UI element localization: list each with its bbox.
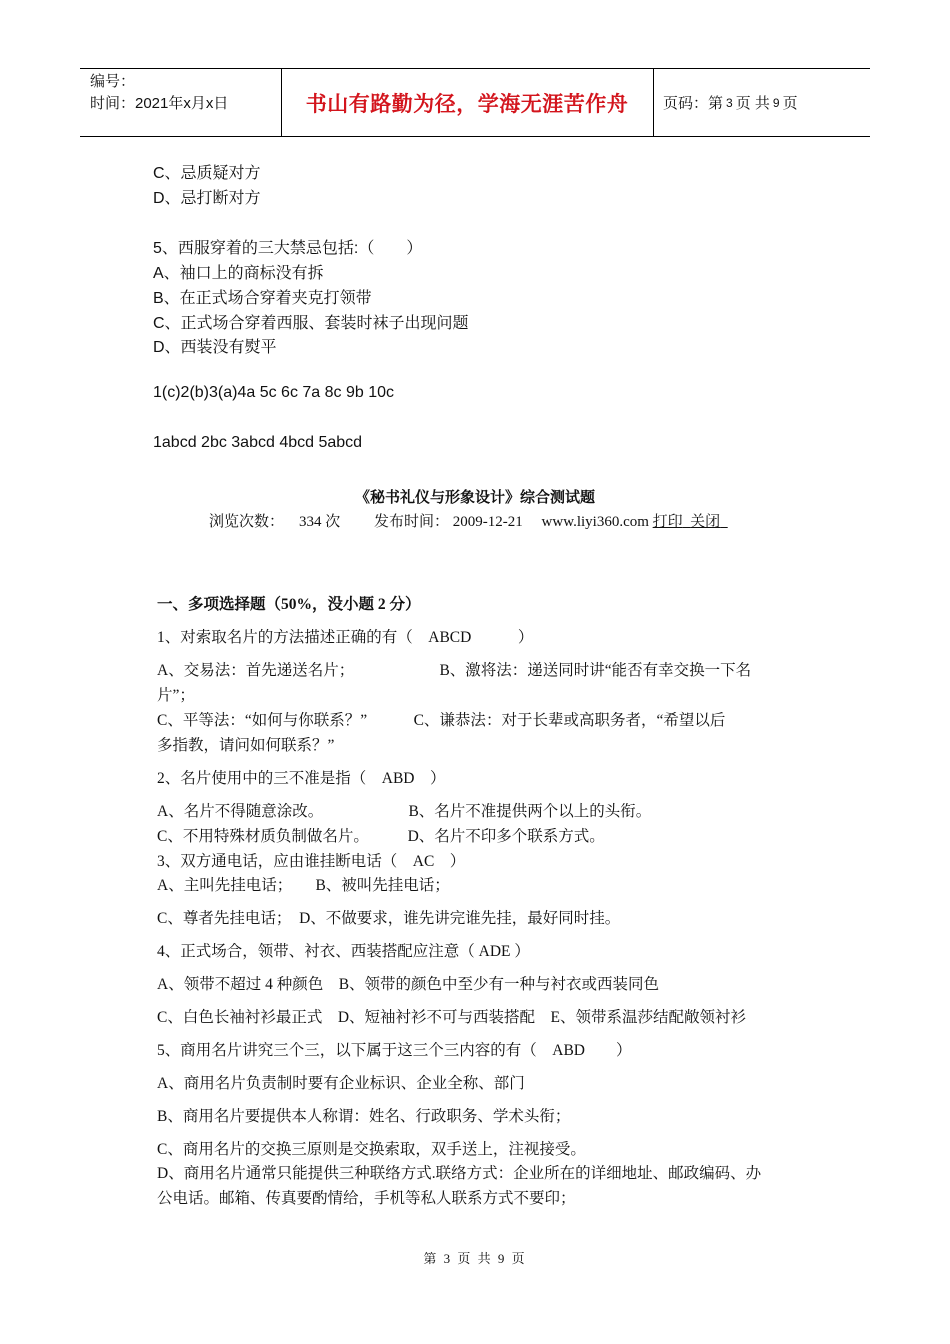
- site-url: www.liyi360.com: [541, 514, 649, 530]
- question-line: 1、对索取名片的方法描述正确的有（ ABCD ）: [157, 629, 534, 646]
- header-divider: [653, 69, 654, 136]
- publish-date: 2009-12-21: [452, 514, 523, 530]
- question-line: D、商用名片通常只能提供三种联络方式.联络方式：企业所在的详细地址、邮政编码、办: [157, 1165, 762, 1182]
- page-footer: 第 3 页 共 9 页: [423, 1251, 527, 1266]
- close-link[interactable]: 关闭: [690, 514, 721, 530]
- question-line: 4、正式场合，领带、衬衣、西装搭配应注意（ ADE ）: [157, 943, 530, 960]
- article-title: 《秘书礼仪与形象设计》综合测试题: [354, 490, 595, 506]
- question-line: C、不用特殊材质负制做名片。 D、名片不印多个联系方式。: [157, 828, 605, 845]
- prev-line: B、在正式场合穿着夹克打领带: [153, 290, 372, 307]
- answer-key-2: 1abcd 2bc 3abcd 4bcd 5abcd: [153, 434, 363, 451]
- article-meta: [209, 510, 728, 531]
- header-page-prefix: 页码：第: [663, 95, 724, 112]
- question-line: 片”；: [157, 687, 195, 704]
- question-line: 多指教，请问如何联系？”: [157, 737, 335, 754]
- question-line: C、商用名片的交换三原则是交换索取，双手送上，注视接受。: [157, 1141, 586, 1158]
- prev-line: D、西装没有熨平: [153, 339, 277, 356]
- question-line: A、领带不超过 4 种颜色 B、领带的颜色中至少有一种与衬衣或西装同色: [157, 976, 660, 993]
- page-header: [80, 68, 870, 137]
- header-motto: 书山有路勤为径，学海无涯苦作舟: [305, 91, 629, 116]
- print-link[interactable]: 打印 关闭: [652, 514, 721, 530]
- question-line: C、尊者先挂电话； D、不做要求，谁先讲完谁先挂，最好同时挂。: [157, 910, 621, 927]
- views-label: 浏览次数：: [209, 514, 285, 530]
- publish-label: 发布时间：: [374, 514, 450, 530]
- question-line: A、名片不得随意涂改。 B、名片不准提供两个以上的头衔。: [157, 803, 652, 820]
- header-page-mid: 页 共: [735, 95, 770, 112]
- question-line: A、主叫先挂电话； B、被叫先挂电话；: [157, 877, 450, 894]
- header-page-info: [663, 69, 798, 136]
- header-page-suffix: 页: [782, 95, 798, 112]
- prev-line: D、忌打断对方: [153, 190, 261, 207]
- header-time-label: 时间：2021年x月x日: [90, 95, 229, 112]
- prev-question: 5、西服穿着的三大禁忌包括:（ ）: [153, 240, 423, 257]
- question-line: 2、名片使用中的三不准是指（ ABD ）: [157, 770, 446, 787]
- question-line: A、商用名片负责制时要有企业标识、企业全称、部门: [157, 1075, 525, 1092]
- question-line: A、交易法：首先递送名片； B、激将法：递送同时讲“能否有幸交换一下名: [157, 662, 752, 679]
- header-meta: [90, 71, 228, 115]
- question-line: 3、双方通电话，应由谁挂断电话（ AC ）: [157, 853, 466, 870]
- question-line: C、平等法：“如何与你联系？” C、谦恭法：对于长辈或高职务者，“希望以后: [157, 712, 726, 729]
- views-count: 334 次: [299, 514, 341, 530]
- section-title: 一、多项选择题（50%，没小题 2 分）: [157, 596, 421, 613]
- header-page-current: 3: [726, 95, 733, 110]
- answer-key-1: 1(c)2(b)3(a)4a 5c 6c 7a 8c 9b 10c: [153, 384, 395, 401]
- prev-line: C、忌质疑对方: [153, 165, 261, 182]
- prev-line: A、袖口上的商标没有拆: [153, 265, 324, 282]
- header-number-label: 编号：: [90, 73, 136, 90]
- header-page-total: 9: [772, 95, 780, 110]
- question-line: 公电话。邮箱、传真要酌情给，手机等私人联系方式不要印；: [157, 1190, 576, 1207]
- question-line: B、商用名片要提供本人称谓：姓名、行政职务、学术头衔；: [157, 1108, 571, 1125]
- question-line: C、白色长袖衬衫最正式 D、短袖衬衫不可与西装搭配 E、领带系温莎结配敞领衬衫: [157, 1009, 747, 1026]
- question-line: 5、商用名片讲究三个三，以下属于这三个三内容的有（ ABD ）: [157, 1042, 632, 1059]
- prev-line: C、正式场合穿着西服、套装时袜子出现问题: [153, 315, 469, 332]
